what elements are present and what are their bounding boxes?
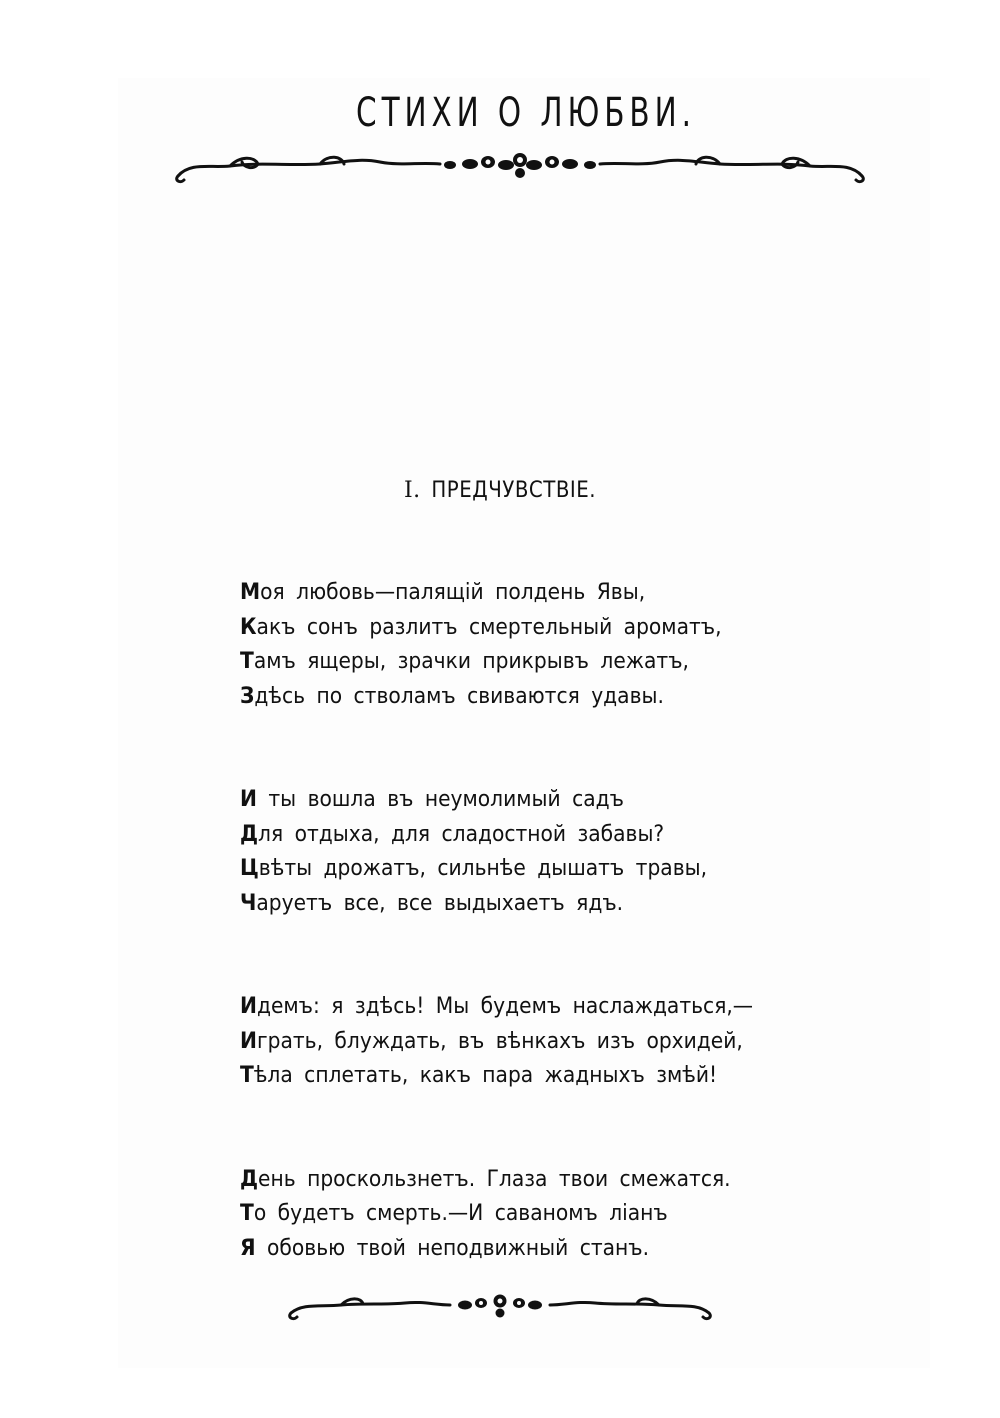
stanza <box>240 989 860 1093</box>
stanza <box>240 1162 860 1266</box>
poem-line: Моя любовь—палящій полдень Явы, <box>240 579 646 605</box>
stanza <box>240 575 860 713</box>
floral-divider-icon <box>285 1285 715 1325</box>
poem-line: Идемъ: я здѣсь! Мы будемъ наслаждаться,— <box>240 993 754 1019</box>
poem-line: Цвѣты дрожатъ, сильнѣе дышатъ травы, <box>240 855 708 881</box>
poem <box>240 575 860 1265</box>
poem-line: День проскользнетъ. Глаза твои смежатся. <box>240 1165 731 1192</box>
stanza <box>240 782 860 920</box>
poem-line: То будетъ смерть.—И саваномъ ліанъ <box>240 1200 668 1226</box>
poem-line: Я обовью твой неподвижный станъ. <box>240 1234 649 1261</box>
floral-divider-icon <box>170 140 870 190</box>
poem-line: Для отдыха, для сладостной забавы? <box>240 820 665 847</box>
poem-line: Чаруетъ все, все выдыхаетъ ядъ. <box>240 889 624 916</box>
poem-line: Играть, блуждать, въ вѣнкахъ изъ орхидей, <box>240 1027 743 1054</box>
poem-line: Здѣсь по стволамъ свиваются удавы. <box>240 682 664 709</box>
poem-line: Тѣла сплетать, какъ пара жадныхъ змѣй! <box>240 1062 718 1088</box>
section-number: I. <box>403 478 421 503</box>
poem-line: И ты вошла въ неумолимый садъ <box>240 786 624 812</box>
page-title: СТИХИ О ЛЮБВИ. <box>356 90 696 136</box>
section-heading <box>0 478 1000 503</box>
poem-line: Какъ сонъ разлитъ смертельный ароматъ, <box>240 613 722 640</box>
poem-line: Тамъ ящеры, зрачки прикрывъ лежатъ, <box>240 648 689 674</box>
section-title: ПРЕДЧУВСТВІЕ. <box>431 478 597 503</box>
